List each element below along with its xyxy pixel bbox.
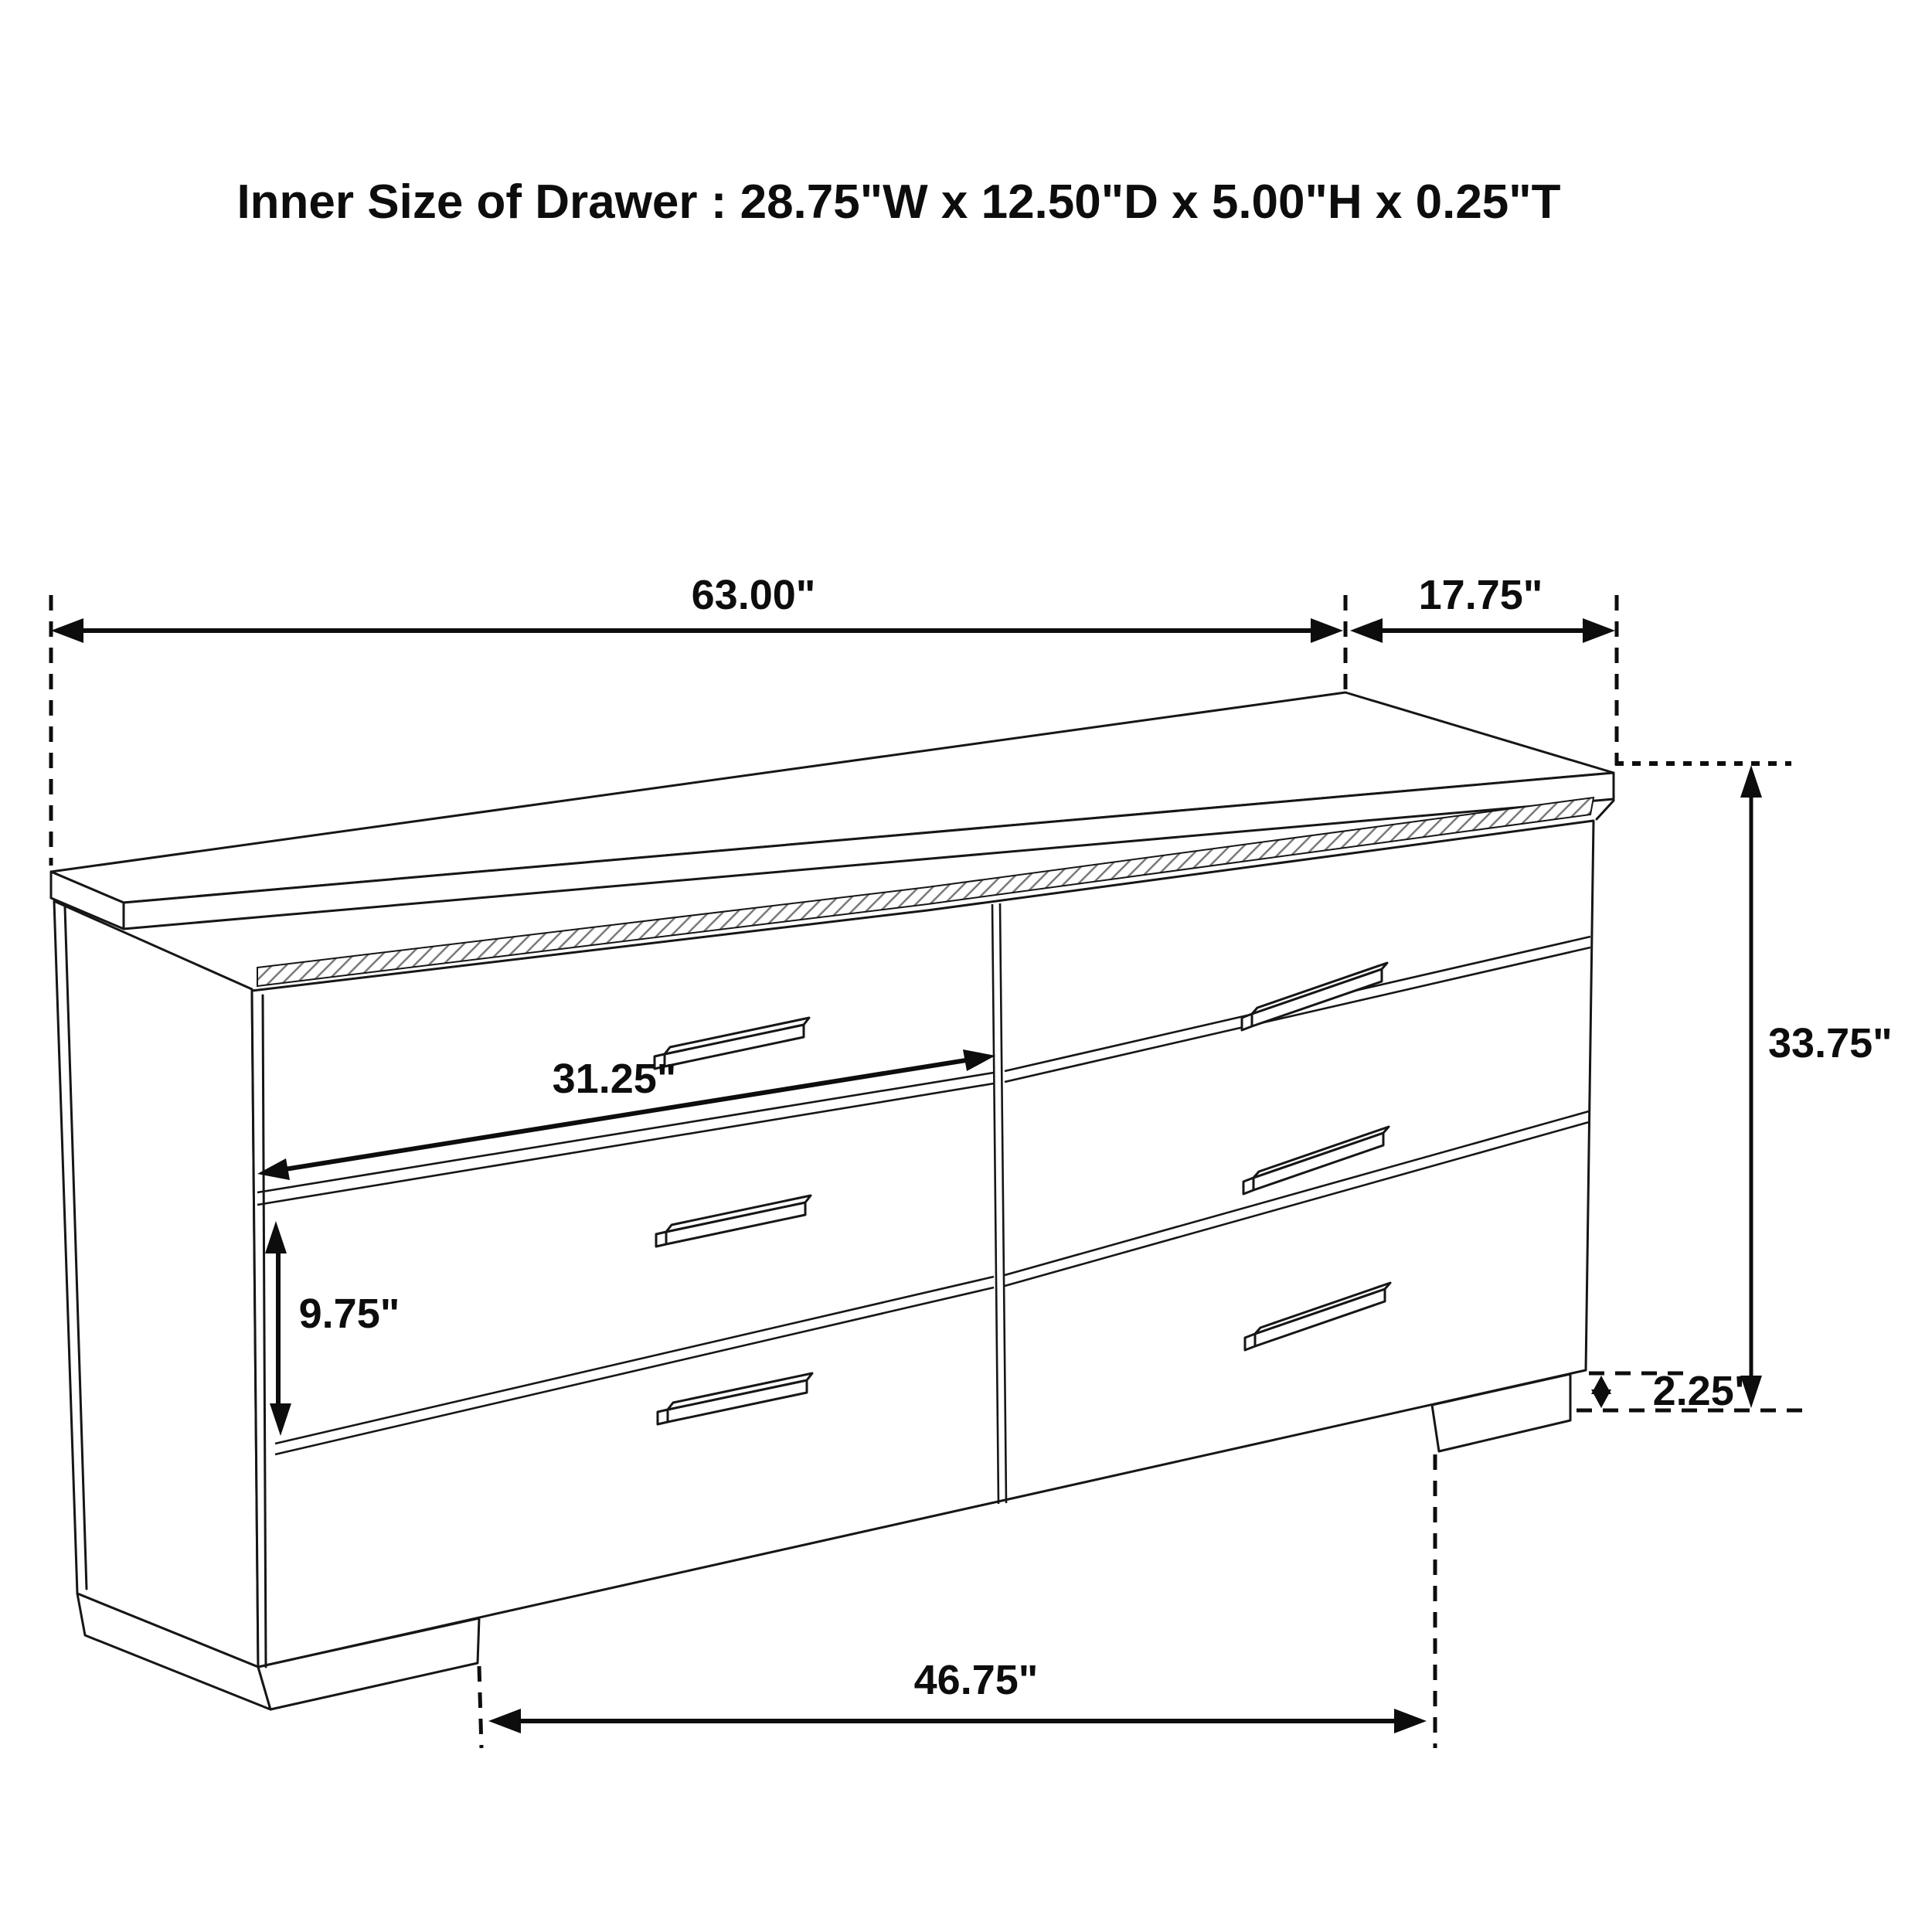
base-height-label: 2.25" [1652, 1368, 1754, 1414]
drawer-height-label: 9.75" [298, 1291, 400, 1337]
side-height-label: 33.75" [1768, 1020, 1893, 1066]
leg-span-label: 46.75" [913, 1657, 1039, 1703]
page-title: Inner Size of Drawer : 28.75"W x 12.50"D x 5.00"H x 0.25"T [236, 175, 1561, 229]
top-width-label: 63.00" [691, 572, 816, 618]
drawer-width-label: 31.25" [552, 1056, 677, 1102]
top-depth-label: 17.75" [1418, 572, 1543, 618]
